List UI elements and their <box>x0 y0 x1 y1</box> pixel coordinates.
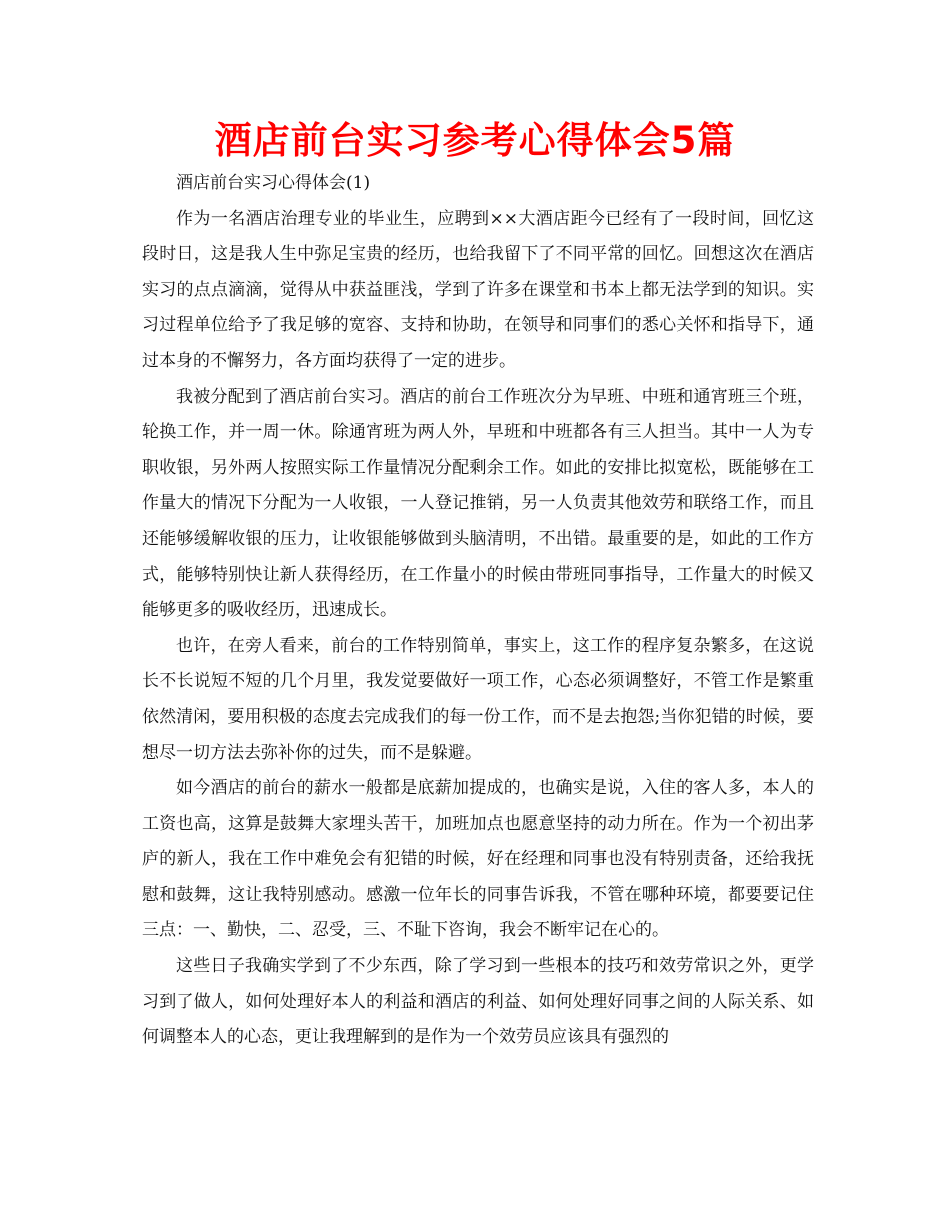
paragraph: 如今酒店的前台的薪水一般都是底薪加提成的，也确实是说，入住的客人多，本人的工资也高，这算是鼓舞大家埋头苦干，加班加点也愿意坚持的动力所在。作为一个初出茅庐的新人，我在工作中难免会有犯错的时候，好在经理和同事也没有特别责备，还给我抚慰和鼓舞，这让我特别感动。感激一位年长的同事告诉我，不管在哪种环境，都要要记住三点：一、勤快，二、忍受，三、不耻下咨询，我会不断牢记在心的。 <box>142 778 814 941</box>
section-heading: 酒店前台实习心得体会(1) <box>176 173 371 193</box>
paragraph: 我被分配到了酒店前台实习。酒店的前台工作班次分为早班、中班和通宵班三个班，轮换工作，并一周一休。除通宵班为两人外，早班和中班都各有三人担当。其中一人为专职收银，另外两人按照实际工作量情况分配剩余工作。如此的安排比拟宽松，既能够在工作量大的情况下分配为一人收银，一人登记推销，另一人负责其他效劳和联络工作，而且还能够缓解收银的压力，让收银能够做到头脑清明，不出错。最重要的是，如此的工作方式，能够特别快让新人获得经历，在工作量小的时候由带班同事指导，工作量大的时候又能够更多的吸收经历，迅速成长。 <box>142 386 814 621</box>
paragraph: 作为一名酒店治理专业的毕业生，应聘到××大酒店距今已经有了一段时间，回忆这段时日，这是我人生中弥足宝贵的经历，也给我留下了不同平常的回忆。回想这次在酒店实习的点点滴滴，觉得从中获益匪浅，学到了许多在课堂和书本上都无法学到的知识。实习过程单位给予了我足够的宽容、支持和协助，在领导和同事们的悉心关怀和指导下，通过本身的不懈努力，各方面均获得了一定的进步。 <box>142 208 814 371</box>
paragraph: 这些日子我确实学到了不少东西，除了学习到一些根本的技巧和效劳常识之外，更学习到了做人，如何处理好本人的利益和酒店的利益、如何处理好同事之间的人际关系、如何调整本人的心态，更让我理解到的是作为一个效劳员应该具有强烈的 <box>142 956 814 1048</box>
document-body <box>142 166 814 1056</box>
document-title: 酒店前台实习参考心得体会5篇 <box>214 119 736 162</box>
paragraph: 也许，在旁人看来，前台的工作特别简单，事实上，这工作的程序复杂繁多，在这说长不长说短不短的几个月里，我发觉要做好一项工作，心态必须调整好，不管工作是繁重依然清闲，要用积极的态度去完成我们的每一份工作，而不是去抱怨;当你犯错的时候，要想尽一切方法去弥补你的过失，而不是躲避。 <box>142 635 814 763</box>
